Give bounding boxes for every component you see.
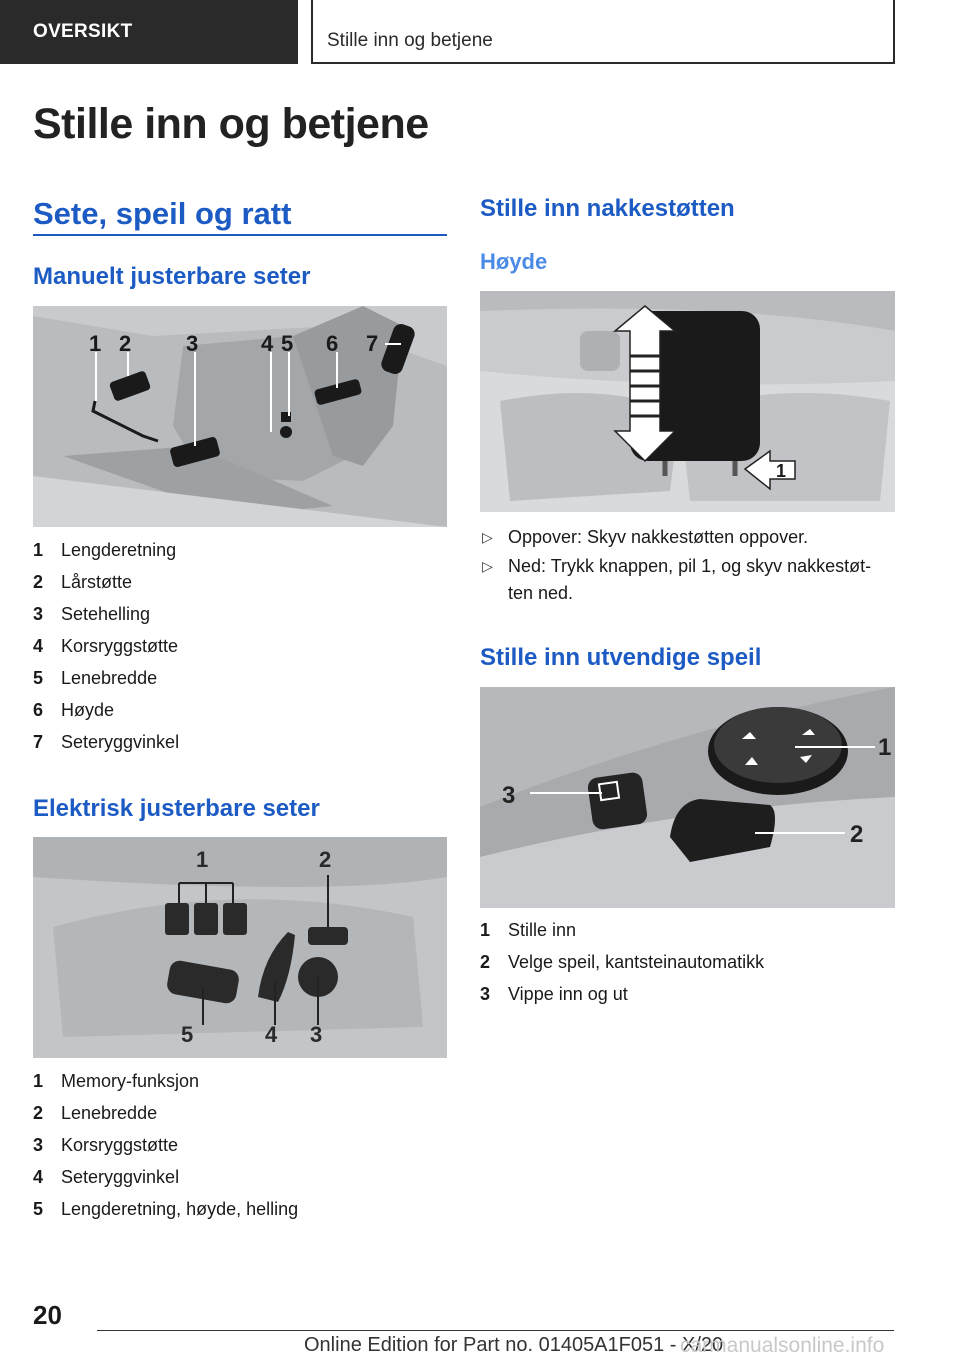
headrest-subheading: Høyde	[480, 249, 548, 274]
list-item: 3 Korsryggstøtte	[33, 1135, 179, 1155]
list-item: ▷ Ned: Trykk knappen, pil 1, og skyv nakkestøt-ten ned.	[480, 553, 895, 607]
list-item: ▷ Oppover: Skyv nakkestøtten oppover.	[480, 524, 895, 551]
triangle-bullet-icon: ▷	[482, 529, 493, 545]
list-item: 5 Lengderetning, høyde, helling	[33, 1199, 299, 1219]
callout-label: 1	[196, 847, 209, 872]
list-item: 2 Lenebredde	[33, 1103, 158, 1123]
list-item: 1 Stille inn	[480, 920, 577, 940]
callout-label: 1	[89, 331, 102, 356]
list-item: 4 Korsryggstøtte	[33, 636, 179, 656]
callout-label: 7	[366, 331, 379, 356]
callout-label: 6	[326, 331, 339, 356]
page-number: 20	[33, 1300, 62, 1330]
callout-label: 3	[310, 1022, 323, 1047]
footer-rule	[97, 1330, 894, 1331]
callout-label: 4	[265, 1022, 278, 1047]
list-item: 2 Lårstøtte	[33, 572, 133, 592]
heading-rule	[33, 234, 447, 236]
electric-seat-figure	[33, 837, 447, 1058]
callout-label: 2	[319, 847, 332, 872]
headrest-heading: Stille inn nakkestøtten	[480, 195, 735, 222]
electric-seats-heading: Elektrisk justerbare seter	[33, 795, 320, 822]
callout-label: 1	[776, 461, 787, 481]
headrest-instructions	[480, 524, 895, 609]
list-item: 6 Høyde	[33, 700, 115, 720]
callout-label: 3	[502, 782, 516, 809]
headrest-figure	[480, 291, 895, 512]
list-item: 3 Vippe inn og ut	[480, 984, 628, 1004]
list-item: 1 Memory-funksjon	[33, 1071, 200, 1091]
list-item: 5 Lenebredde	[33, 668, 158, 688]
watermark: carmanualsonline.info	[680, 1334, 885, 1357]
manual-seats-heading: Manuelt justerbare seter	[33, 263, 311, 290]
section-heading: Sete, speil og ratt	[33, 196, 292, 231]
callout-label: 2	[119, 331, 132, 356]
triangle-bullet-icon: ▷	[482, 558, 493, 574]
callout-label: 2	[850, 821, 864, 848]
chapter-tab	[311, 0, 895, 64]
list-item: 2 Velge speil, kantsteinautomatikk	[480, 952, 765, 972]
mirrors-heading: Stille inn utvendige speil	[480, 644, 762, 671]
page-title: Stille inn og betjene	[33, 100, 429, 148]
section-label: OVERSIKT	[33, 21, 133, 42]
manual-seat-figure	[33, 306, 447, 527]
manual-seat-legend	[33, 540, 179, 764]
section-tab	[0, 0, 298, 64]
chapter-label: Stille inn og betjene	[327, 30, 493, 51]
callout-label: 3	[186, 331, 199, 356]
mirror-control-figure	[480, 687, 895, 908]
list-item: 4 Seteryggvinkel	[33, 1167, 180, 1187]
callout-label: 5	[281, 331, 294, 356]
list-item: 1 Lengderetning	[33, 540, 177, 560]
electric-seat-legend	[33, 1071, 298, 1231]
list-item: 7 Seteryggvinkel	[33, 732, 180, 752]
mirror-legend	[480, 920, 764, 1016]
callout-label: 1	[878, 734, 892, 761]
callout-label: 5	[181, 1022, 194, 1047]
list-item: 3 Setehelling	[33, 604, 151, 624]
callout-label: 4	[261, 331, 274, 356]
edition-text: Online Edition for Part no. 01405A1F051 - X/20	[304, 1334, 724, 1356]
